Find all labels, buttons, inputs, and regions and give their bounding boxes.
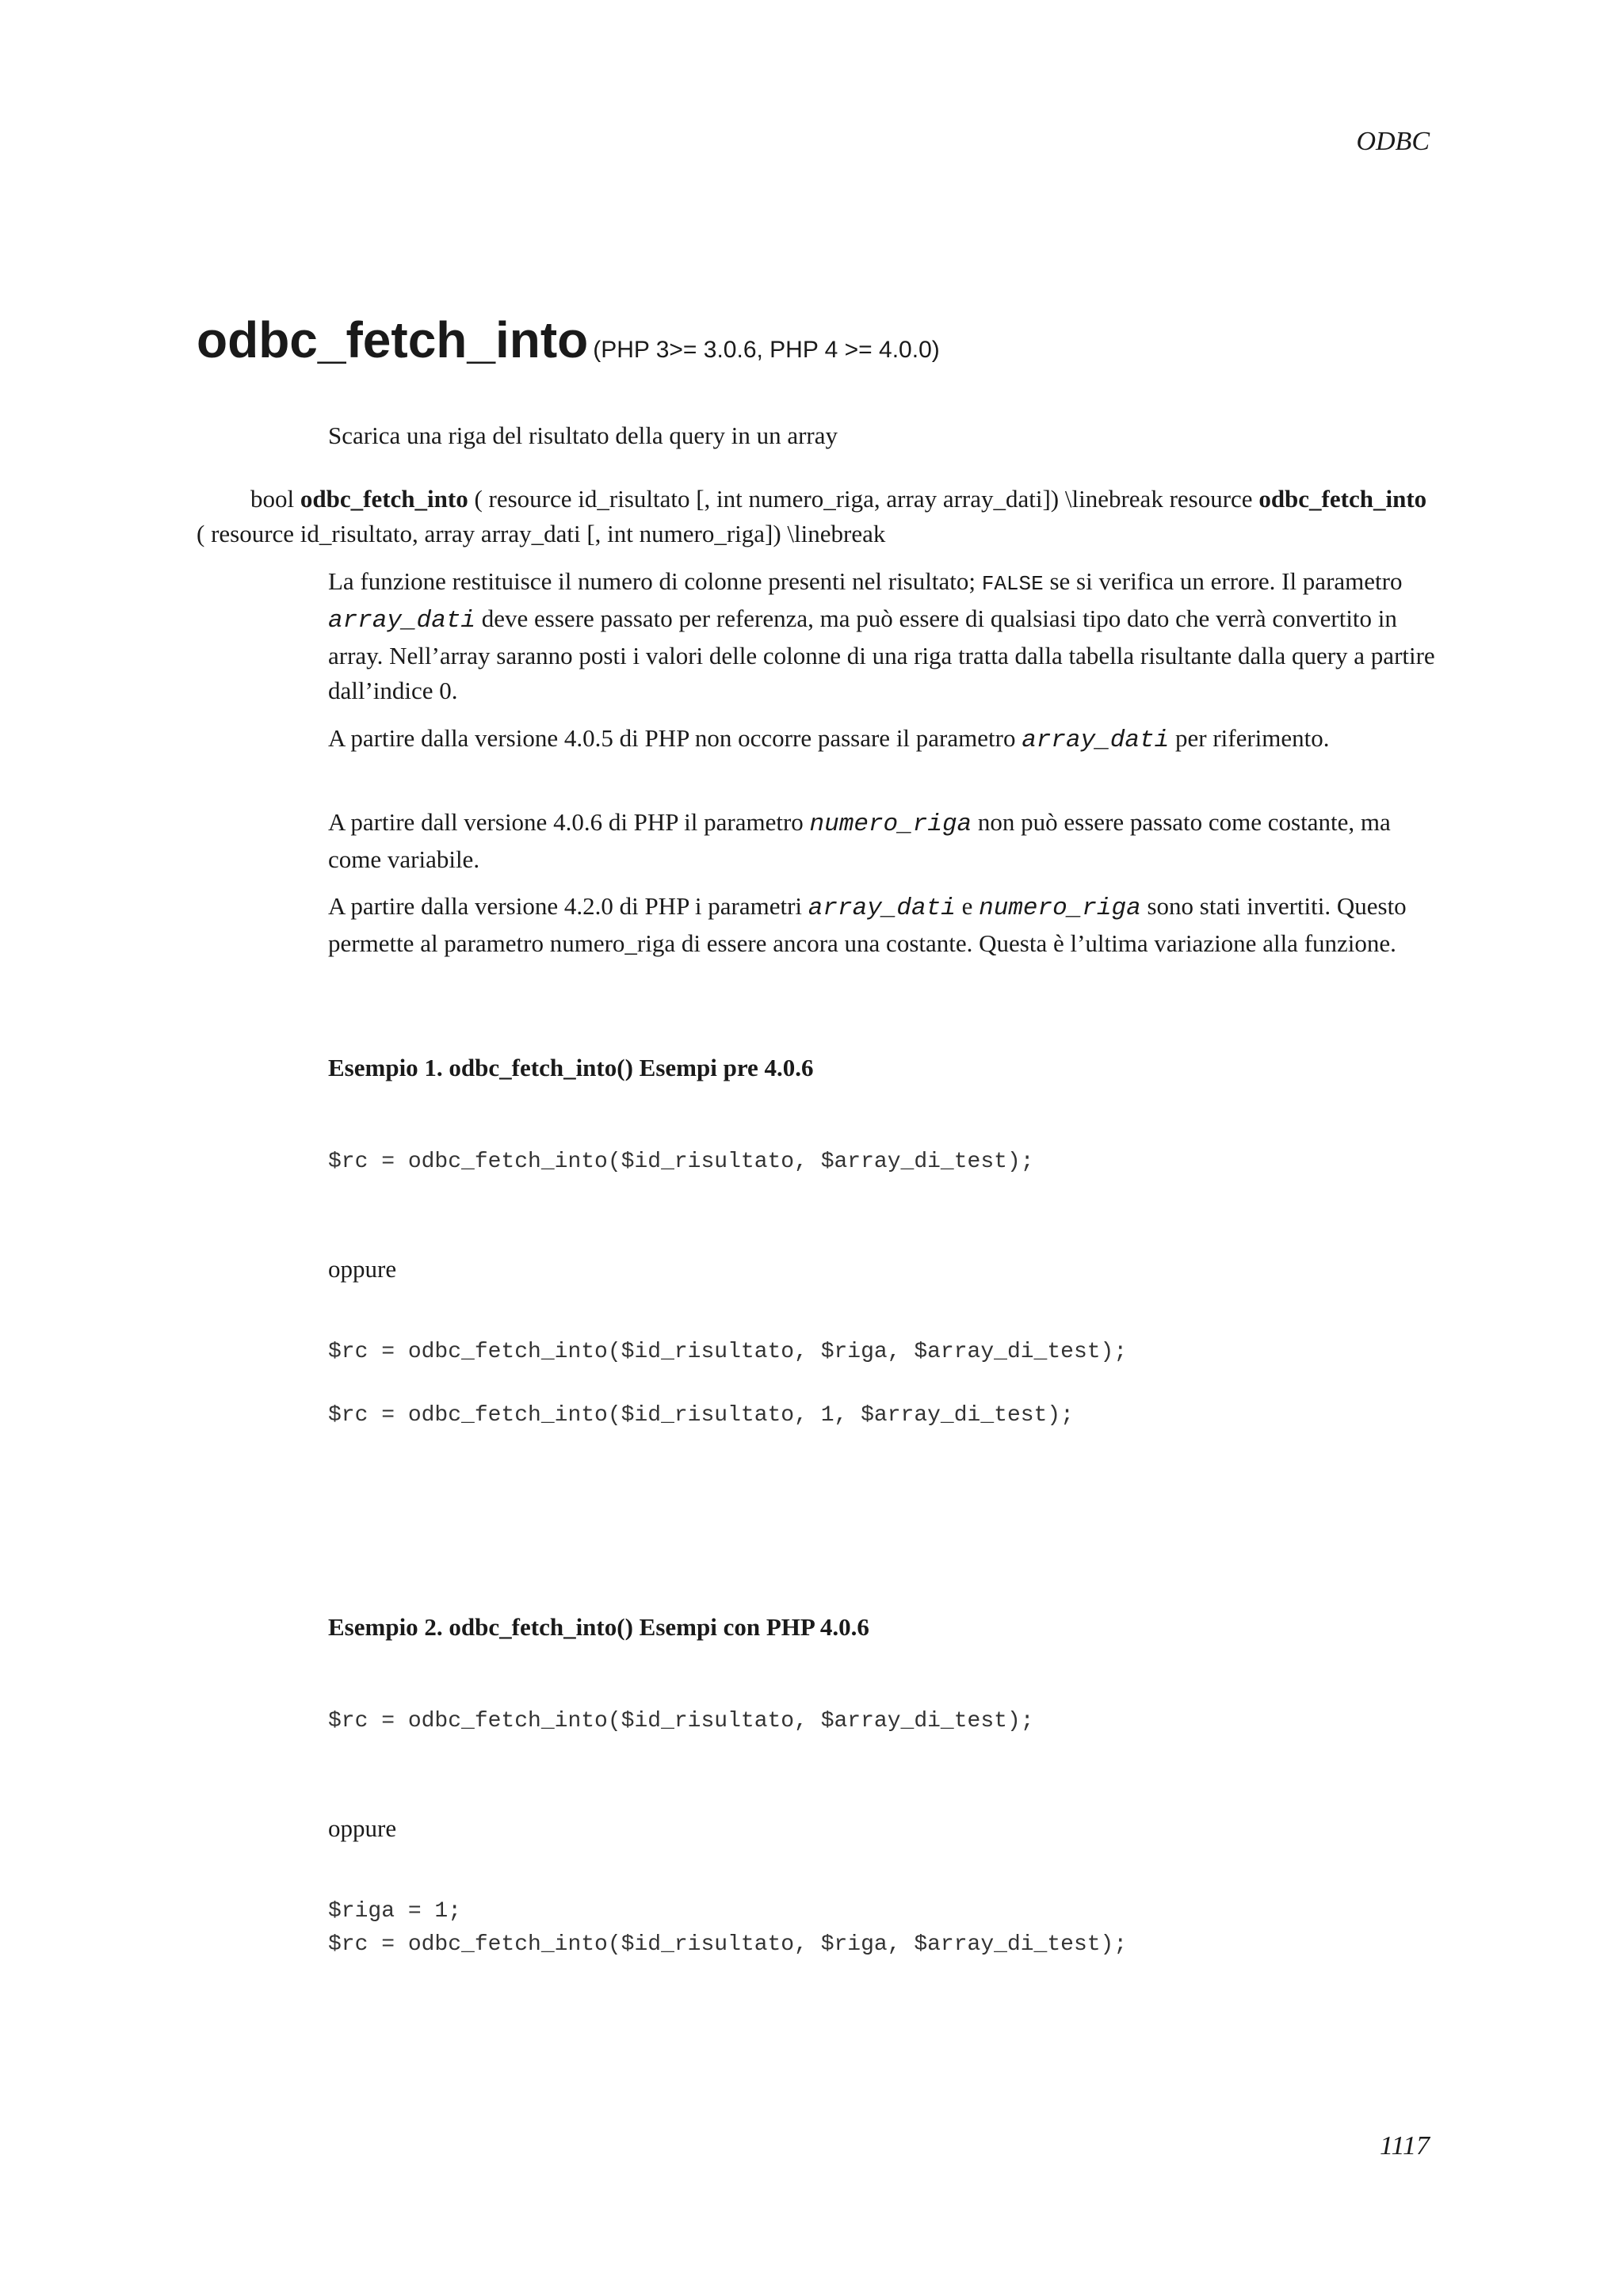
synopsis-args: ( resource id_risultato [, int numero_riga, array array_dati]) \linebreak resource: [468, 485, 1259, 513]
text-run: A partire dalla versione 4.2.0 di PHP i parametri: [328, 892, 808, 920]
example-title: Esempio 2. odbc_fetch_into() Esempi con PHP 4.0.6: [328, 1613, 869, 1641]
page-number: 1117: [1380, 2131, 1430, 2161]
function-heading: [197, 311, 940, 369]
constant-false: FALSE: [981, 572, 1044, 596]
code-listing: $rc = odbc_fetch_into($id_risultato, 1, $array_di_test);: [328, 1403, 1074, 1428]
text-run: per riferimento.: [1169, 724, 1330, 752]
synopsis-return-type: bool: [250, 485, 300, 513]
version-info: (PHP 3>= 3.0.6, PHP 4 >= 4.0.0): [593, 337, 940, 363]
parameter-name: numero_riga: [979, 894, 1141, 922]
running-header: ODBC: [1356, 127, 1430, 156]
parameter-name: array_dati: [328, 607, 476, 635]
code-listing: $rc = odbc_fetch_into($id_risultato, $riga, $array_di_test);: [328, 1340, 1128, 1364]
function-synopsis: [197, 482, 1544, 551]
code-listing: $rc = odbc_fetch_into($id_risultato, $array_di_test);: [328, 1709, 1034, 1733]
synopsis-function-name-2: odbc_fetch_into: [1258, 485, 1427, 513]
text-run: sono stati invertiti. Questo permette al parametro numero_riga di essere ancora una costante. Questa è l’ultima variazione alla funzione.: [328, 892, 1407, 957]
example-title: Esempio 1. odbc_fetch_into() Esempi pre 4.0.6: [328, 1054, 814, 1081]
text-run: e: [955, 892, 980, 920]
text-run: La funzione restituisce il numero di colonne presenti nel risultato;: [328, 567, 982, 595]
description-paragraph: [328, 889, 1438, 961]
description-paragraph: [328, 805, 1438, 877]
code-listing: $riga = 1; $rc = odbc_fetch_into($id_risultato, $riga, $array_di_test);: [328, 1899, 1128, 1957]
function-title: odbc_fetch_into: [197, 311, 589, 368]
text-run: A partire dalla versione 4.0.5 di PHP non occorre passare il parametro: [328, 724, 1022, 752]
synopsis-function-name: odbc_fetch_into: [300, 485, 468, 513]
code-listing: $rc = odbc_fetch_into($id_risultato, $array_di_test);: [328, 1150, 1034, 1174]
parameter-name: array_dati: [1022, 727, 1170, 754]
description-paragraph: [328, 721, 1438, 758]
description-paragraph: [328, 564, 1438, 708]
text-run: non può essere passato come costante, ma come variabile.: [328, 808, 1391, 873]
function-purpose: Scarica una riga del risultato della query in un array: [328, 421, 838, 449]
parameter-name: array_dati: [808, 894, 956, 922]
parameter-name: numero_riga: [809, 810, 972, 838]
example-separator: oppure: [328, 1814, 397, 1842]
synopsis-args-2: ( resource id_risultato, array array_dati [, int numero_riga]) \linebreak: [197, 520, 886, 547]
text-run: deve essere passato per referenza, ma può essere di qualsiasi tipo dato che verrà convertito in array. Nell’array saranno posti i valori delle colonne di una riga tratta dalla tabella risultante dalla query a partire dall’indice 0.: [328, 605, 1435, 704]
text-run: se si verifica un errore. Il parametro: [1043, 567, 1403, 595]
example-separator: oppure: [328, 1255, 397, 1283]
text-run: A partire dall versione 4.0.6 di PHP il parametro: [328, 808, 810, 836]
